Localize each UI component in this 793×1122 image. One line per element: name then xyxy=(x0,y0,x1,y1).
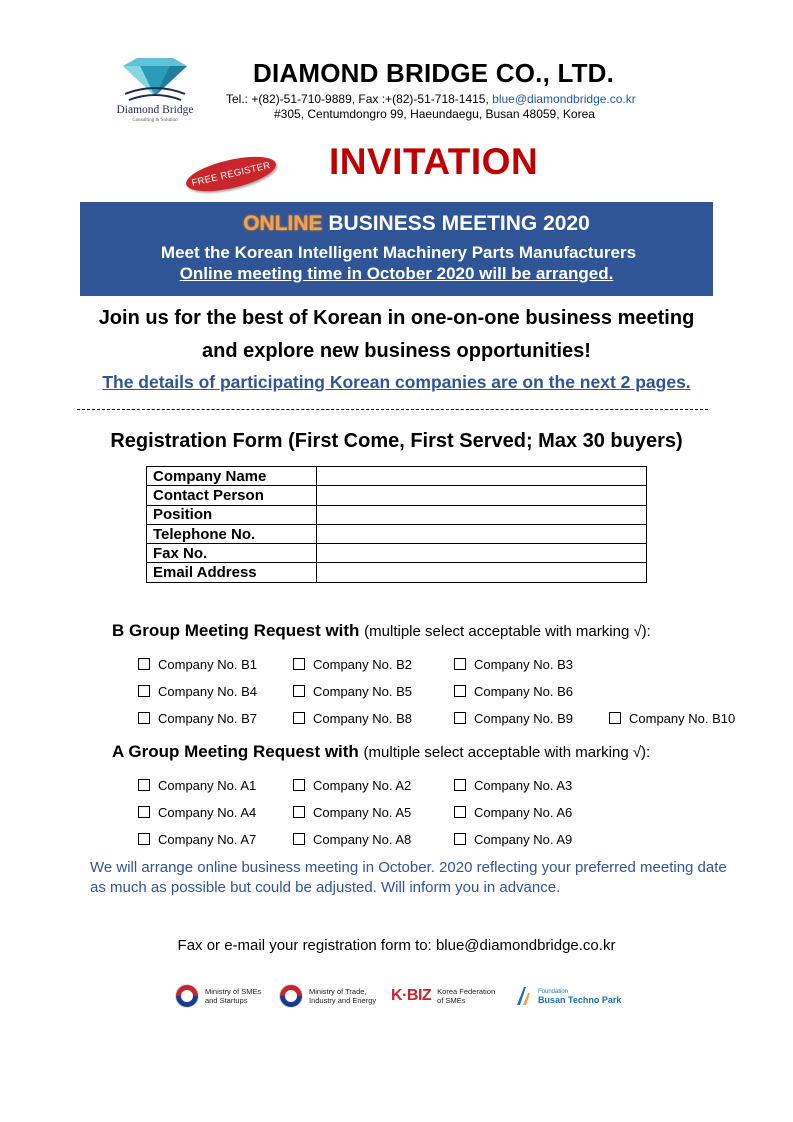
checkbox-icon[interactable] xyxy=(454,779,466,791)
checkbox-b8[interactable] xyxy=(293,711,412,726)
checkbox-icon[interactable] xyxy=(293,806,305,818)
sponsor-motie xyxy=(279,982,376,1010)
logo-caption: Diamond Bridge xyxy=(116,104,194,116)
contact-email-link[interactable]: blue@diamondbridge.co.kr xyxy=(492,92,636,106)
arrangement-notice: We will arrange online business meeting in October. 2020 reflecting your preferred meeting date as much as possible but could be adjusted. Will inform you in advance. xyxy=(90,859,727,896)
b-group-title xyxy=(112,621,651,641)
option-label: Company No. A4 xyxy=(158,805,257,820)
busan-techno-park-icon xyxy=(514,985,534,1007)
banner-subtitle: Meet the Korean Intelligent Machinery Parts Manufacturers xyxy=(160,243,637,262)
checkbox-icon[interactable] xyxy=(138,779,150,791)
table-row xyxy=(147,486,647,505)
company-name-field[interactable] xyxy=(317,467,647,486)
logo-subcaption: Consulting & Solution xyxy=(132,118,178,123)
banner-title-highlight: ONLINE xyxy=(243,212,323,235)
option-label: Company No. B10 xyxy=(629,711,736,726)
table-row xyxy=(147,467,647,486)
korea-emblem-icon xyxy=(279,984,303,1008)
sponsor-motie-label xyxy=(309,987,376,1005)
a-group-title xyxy=(112,742,650,762)
checkbox-b7[interactable] xyxy=(138,711,257,726)
checkbox-b3[interactable] xyxy=(454,657,573,672)
submission-instructions: Fax or e-mail your registration form to: blue@diamondbridge.co.kr xyxy=(177,937,616,954)
option-label: Company No. A1 xyxy=(158,778,257,793)
company-address: #305, Centumdongro 99, Haeundaegu, Busan 48059, Korea xyxy=(274,107,595,121)
sponsor-kbiz xyxy=(391,982,495,1010)
a-group-heading: A Group Meeting Request with xyxy=(112,742,364,761)
option-label: Company No. B2 xyxy=(313,657,412,672)
checkbox-b6[interactable] xyxy=(454,684,573,699)
checkbox-icon[interactable] xyxy=(454,658,466,670)
field-label-contact-person: Contact Person xyxy=(147,486,317,505)
option-label: Company No. A6 xyxy=(474,805,573,820)
telephone-field[interactable] xyxy=(317,524,647,543)
option-label: Company No. B7 xyxy=(158,711,257,726)
checkbox-b10[interactable] xyxy=(609,711,735,726)
checkbox-icon[interactable] xyxy=(293,685,305,697)
registration-table xyxy=(146,466,647,583)
banner-time-note: Online meeting time in October 2020 will be arranged. xyxy=(179,264,614,283)
sponsor-mss-line1: Ministry of SMEs xyxy=(205,987,262,996)
option-label: Company No. B9 xyxy=(474,711,573,726)
contact-line xyxy=(226,92,636,106)
checkbox-icon[interactable] xyxy=(138,833,150,845)
option-label: Company No. A9 xyxy=(474,832,573,847)
checkbox-b9[interactable] xyxy=(454,711,573,726)
b-group-note: (multiple select acceptable with marking √): xyxy=(364,623,651,640)
fax-field[interactable] xyxy=(317,544,647,563)
checkbox-a1[interactable] xyxy=(138,778,256,793)
field-label-telephone: Telephone No. xyxy=(147,524,317,543)
checkbox-icon[interactable] xyxy=(293,779,305,791)
form-title: Registration Form (First Come, First Served; Max 30 buyers) xyxy=(110,430,683,452)
checkbox-a5[interactable] xyxy=(293,805,411,820)
field-label-email: Email Address xyxy=(147,563,317,582)
contact-phone-fax: Tel.: +(82)-51-710-9889, Fax :+(82)-51-718-1415, xyxy=(226,92,493,106)
field-label-fax: Fax No. xyxy=(147,544,317,563)
checkbox-icon[interactable] xyxy=(609,712,621,724)
checkbox-a3[interactable] xyxy=(454,778,572,793)
sponsor-btp-line2: Busan Techno Park xyxy=(538,995,622,1005)
sponsor-mss-label xyxy=(205,987,261,1005)
sponsor-btp xyxy=(514,982,621,1010)
checkbox-a2[interactable] xyxy=(293,778,411,793)
banner-title-rest: BUSINESS MEETING 2020 xyxy=(322,212,590,235)
checkbox-icon[interactable] xyxy=(454,806,466,818)
korea-emblem-icon xyxy=(175,984,199,1008)
checkbox-b5[interactable] xyxy=(293,684,412,699)
option-label: Company No. A2 xyxy=(313,778,412,793)
meeting-banner xyxy=(80,202,713,296)
checkbox-a4[interactable] xyxy=(138,805,256,820)
table-row xyxy=(147,505,647,524)
intro-line-1: Join us for the best of Korean in one-on-one business meeting xyxy=(98,307,695,329)
diamond-logo-icon xyxy=(105,56,205,104)
option-label: Company No. B8 xyxy=(313,711,412,726)
option-label: Company No. B4 xyxy=(158,684,257,699)
contact-person-field[interactable] xyxy=(317,486,647,505)
option-label: Company No. B6 xyxy=(474,684,573,699)
option-label: Company No. A7 xyxy=(158,832,257,847)
sponsor-btp-label xyxy=(538,988,621,1004)
sponsor-kbiz-label xyxy=(437,987,495,1005)
option-label: Company No. A3 xyxy=(474,778,573,793)
sponsor-motie-line1: Ministry of Trade, xyxy=(309,987,367,996)
checkbox-b4[interactable] xyxy=(138,684,257,699)
checkbox-a9[interactable] xyxy=(454,832,572,847)
option-label: Company No. A8 xyxy=(313,832,412,847)
sponsor-motie-line2: Industry and Energy xyxy=(309,996,377,1005)
option-label: Company No. B5 xyxy=(313,684,412,699)
email-field[interactable] xyxy=(317,563,647,582)
table-row xyxy=(147,524,647,543)
field-label-company-name: Company Name xyxy=(147,467,317,486)
table-row xyxy=(147,544,647,563)
checkbox-icon[interactable] xyxy=(454,833,466,845)
checkbox-b2[interactable] xyxy=(293,657,412,672)
checkbox-icon[interactable] xyxy=(138,685,150,697)
invitation-title: INVITATION xyxy=(329,141,539,182)
sponsor-kbiz-line1: Korea Federation xyxy=(437,987,496,996)
banner-title xyxy=(80,212,713,236)
kbiz-logo: K·BIZ xyxy=(391,987,432,1004)
checkbox-icon[interactable] xyxy=(138,658,150,670)
b-group-heading: B Group Meeting Request with xyxy=(112,621,365,640)
a-group-note: (multiple select acceptable with marking √): xyxy=(363,744,651,761)
option-label: Company No. A5 xyxy=(313,805,412,820)
intro-line-2: and explore new business opportunities! xyxy=(202,340,591,362)
checkbox-icon[interactable] xyxy=(293,712,305,724)
checkbox-a7[interactable] xyxy=(138,832,256,847)
sponsor-kbiz-line2: of SMEs xyxy=(437,996,466,1005)
sponsor-btp-line1: Foundation xyxy=(538,989,569,995)
checkbox-icon[interactable] xyxy=(454,685,466,697)
free-register-badge: FREE REGISTER xyxy=(183,150,279,198)
company-name: DIAMOND BRIDGE CO., LTD. xyxy=(253,58,615,88)
checkbox-icon[interactable] xyxy=(138,806,150,818)
details-link[interactable]: The details of participating Korean companies are on the next 2 pages. xyxy=(102,372,691,392)
checkbox-icon[interactable] xyxy=(138,712,150,724)
field-label-position: Position xyxy=(147,505,317,524)
company-logo xyxy=(105,56,205,122)
option-label: Company No. B3 xyxy=(474,657,573,672)
checkbox-icon[interactable] xyxy=(293,658,305,670)
checkbox-icon[interactable] xyxy=(454,712,466,724)
position-field[interactable] xyxy=(317,505,647,524)
option-label: Company No. B1 xyxy=(158,657,257,672)
checkbox-b1[interactable] xyxy=(138,657,257,672)
sponsor-mss-line2: and Startups xyxy=(205,996,248,1005)
sponsor-mss xyxy=(175,982,261,1010)
table-row xyxy=(147,563,647,582)
checkbox-icon[interactable] xyxy=(293,833,305,845)
dashed-divider xyxy=(77,409,708,410)
checkbox-a6[interactable] xyxy=(454,805,572,820)
checkbox-a8[interactable] xyxy=(293,832,411,847)
